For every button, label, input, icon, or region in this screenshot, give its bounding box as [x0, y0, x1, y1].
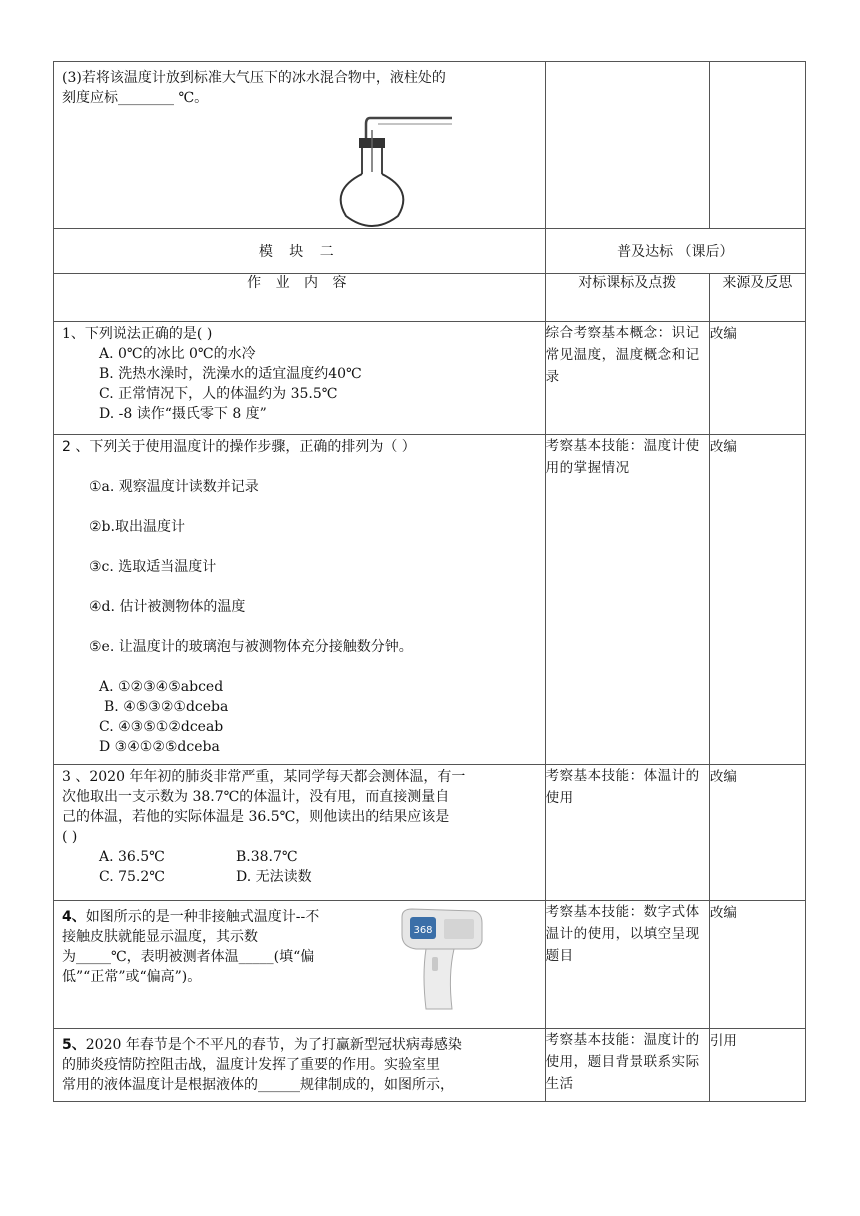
q3-part-line1: (3)若将该温度计放到标准大气压下的冰水混合物中，液柱处的 [62, 70, 446, 86]
q1-note: 综合考察基本概念：识记常见温度，温度概念和记录 [545, 322, 709, 435]
q5-stem-line3: 常用的液体温度计是根据液体的______规律制成的，如图所示， [62, 1077, 454, 1093]
q4-stem-line3: 为_____℃，表明被测者体温_____(填“偏 [62, 949, 315, 965]
q2-option-d: D ③④①②⑤dceba [99, 739, 220, 755]
q4-note: 考察基本技能：数字式体温计的使用，以填空呈现题目 [545, 901, 709, 1029]
q5-stem-line1: 2020 年春节是个不平凡的春节，为了打赢新型冠状病毒感染 [85, 1037, 462, 1053]
q3-option-b: B.38.7℃ [236, 849, 298, 865]
q2-stem: 2 、下列关于使用温度计的操作步骤，正确的排列为（ ） [62, 439, 416, 455]
column-header-row [54, 274, 806, 322]
question-row-4 [54, 901, 806, 1029]
infrared-thermometer-figure [396, 905, 486, 1015]
q3-stem-line4: ( ) [62, 829, 78, 845]
question-row-2 [54, 435, 806, 765]
q2-step-3: ③c. 选取适当温度计 [89, 559, 217, 575]
q3-part-line2: 刻度应标________ ℃。 [62, 90, 209, 106]
q4-number: 4、 [62, 909, 86, 925]
q3-part-row [54, 62, 806, 229]
q1-option-d: D. -8 读作“摄氏零下 8 度” [99, 406, 267, 422]
q3-option-a: A. 36.5℃ [99, 849, 165, 865]
q5-stem-line2: 的肺炎疫情防控阻击战，温度计发挥了重要的作用。实验室里 [62, 1057, 440, 1073]
q2-step-5: ⑤e. 让温度计的玻璃泡与被测物体充分接触数分钟。 [89, 639, 413, 655]
q1-option-c: C. 正常情况下，人的体温约为 35.5℃ [99, 386, 338, 402]
q3-stem-line1: 3 、2020 年年初的肺炎非常严重，某同学每天都会测体温，有一 [62, 769, 466, 785]
q3-note: 考察基本技能：体温计的使用 [545, 765, 709, 901]
question-row-5 [54, 1029, 806, 1102]
q5-number: 5、 [62, 1037, 86, 1053]
q1-option-b: B. 洗热水澡时，洗澡水的适宜温度约40℃ [99, 366, 362, 382]
q3-option-c: C. 75.2℃ [99, 869, 165, 885]
flask-figure [54, 110, 543, 228]
q4-source: 改编 [709, 901, 805, 1029]
q2-option-b: B. ④⑤③②①dceba [104, 699, 229, 715]
column-header-content: 作 业 内 容 [54, 274, 546, 322]
q2-note: 考察基本技能：温度计使用的掌握情况 [545, 435, 709, 765]
q2-source: 改编 [709, 435, 805, 765]
q2-step-1: ①a. 观察温度计读数并记录 [89, 479, 259, 495]
q3-source: 改编 [709, 765, 805, 901]
q4-stem-line1: 如图所示的是一种非接触式温度计--不 [85, 909, 320, 925]
module-subtitle: 普及达标 （课后） [545, 229, 805, 274]
worksheet-table [53, 61, 806, 1102]
q1-source: 改编 [709, 322, 805, 435]
question-row-1 [54, 322, 806, 435]
q5-note: 考察基本技能：温度计的使用，题目背景联系实际生活 [545, 1029, 709, 1102]
q2-step-2: ②b.取出温度计 [89, 519, 185, 535]
q2-step-4: ④d. 估计被测物体的温度 [89, 599, 246, 615]
q2-option-c: C. ④③⑤①②dceab [99, 719, 224, 735]
question-row-3 [54, 765, 806, 901]
thermometer-display: 368 [413, 925, 433, 936]
column-header-notes: 对标课标及点拨 [545, 274, 709, 322]
module-title: 模 块 二 [54, 229, 546, 274]
q3-stem-line3: 己的体温，若他的实际体温是 36.5℃，则他读出的结果应该是 [62, 809, 450, 825]
q5-source: 引用 [709, 1029, 805, 1102]
q3-part-cell [54, 62, 546, 229]
q1-option-a: A. 0℃的冰比 0℃的水冷 [99, 346, 256, 362]
q2-option-a: A. ①②③④⑤abced [99, 679, 224, 695]
q3-stem-line2: 次他取出一支示数为 38.7℃的体温计，没有甩，而直接测量自 [62, 789, 450, 805]
q4-stem-line4: 低”“正常”或“偏高”)。 [62, 969, 202, 985]
column-header-source: 来源及反思 [709, 274, 805, 322]
q3-option-d: D. 无法读数 [236, 869, 312, 885]
module-header-row [54, 229, 806, 274]
q1-stem: 1、下列说法正确的是( ) [62, 326, 213, 342]
q4-stem-line2: 接触皮肤就能显示温度，其示数 [62, 929, 258, 945]
